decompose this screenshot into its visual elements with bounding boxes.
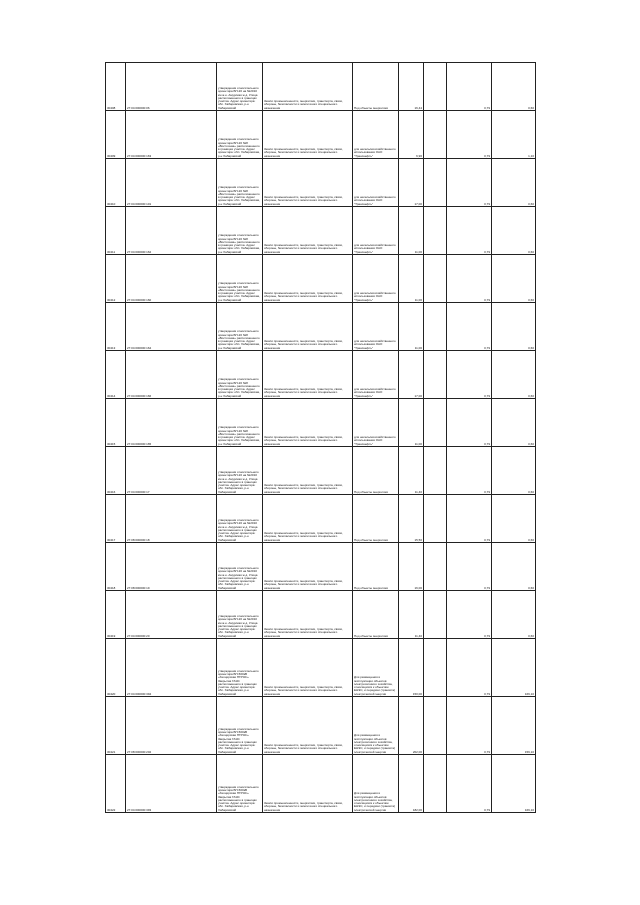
location-description-cell: утверждения относительного ориентира БП-20 на №2010 км ж.н. Амурская ж.д. Улица расположенного в границах участка. Адрес ориентира: обл. Хабаровская, р-н Хабаровский [217, 495, 263, 543]
table-row [106, 207, 536, 255]
land-category-cell: Земли промышленности, энергетики, транспорта, связи, обороны, безопасности и земли иного специального назначения [263, 207, 353, 255]
empty-cell [424, 303, 447, 351]
empty-cell [424, 639, 447, 697]
rate-cell: 0,79 [447, 543, 492, 591]
location-description-cell: утверждения относительного ориентира БП-500кВ «Хехцирская ПГРЭС» Закрытая ГАЭС расположенного в границах участка. Адрес ориентира: обл. Хабаровская, р-н Хабаровский [217, 755, 263, 813]
location-description-cell: утверждения относительного ориентира БП-20 на №2010 км ж.н. Амурская ж.д. Улица расположенного в границах участка. Адрес ориентира: обл. Хабаровская, р-н Хабаровский [217, 543, 263, 591]
rate-cell: 0,79 [447, 697, 492, 755]
table-row [106, 697, 536, 755]
area-cell: 15,50 [399, 495, 424, 543]
cadastral-number-cell: 27:08:000000:202 [126, 697, 217, 755]
empty-cell [424, 207, 447, 255]
empty-cell [424, 159, 447, 207]
empty-cell [424, 255, 447, 303]
value-cell: 0,60 [492, 303, 536, 351]
value-cell: 1,10 [492, 111, 536, 159]
area-cell: 11,00 [399, 303, 424, 351]
value-cell: 159,10 [492, 697, 536, 755]
area-cell: 16,00 [399, 543, 424, 591]
table-row [106, 591, 536, 639]
land-category-cell: Земли промышленности, энергетики, транспорта, связи, обороны, безопасности и земли иного специального назначения [263, 159, 353, 207]
land-plots-table [105, 62, 536, 813]
land-category-cell: Земли промышленности, энергетики, транспорта, связи, обороны, безопасности и земли иного специального назначения [263, 495, 353, 543]
permitted-use-cell: Под объекты энергетики [353, 591, 399, 639]
permitted-use-cell: Под объекты энергетики [353, 447, 399, 495]
location-description-cell: утверждения относительного ориентира БП-500кВ «Хехцирская ПГРЭС» Закрытая ГАЭС расположенного в границах участка. Адрес ориентира: обл. Хабаровская, р-н Хабаровский [217, 639, 263, 697]
land-category-cell: Земли промышленности, энергетики, транспорта, связи, обороны, безопасности и земли иного специального назначения [263, 447, 353, 495]
table-row [106, 255, 536, 303]
land-category-cell: Земли промышленности, энергетики, транспорта, связи, обороны, безопасности и земли иного специального назначения [263, 399, 353, 447]
table-row [106, 111, 536, 159]
location-description-cell: утверждения относительного ориентира БП-20 №8 «Восточная» расположенного в границах участка. Адрес ориентира: обл. Хабаровская, р-н Хабаровский [217, 399, 263, 447]
row-id-cell: 30414 [106, 351, 126, 399]
permitted-use-cell: для несельскохозяйственного использования ОАО "Транснефть" [353, 399, 399, 447]
empty-cell [424, 111, 447, 159]
row-id-cell: 30420 [106, 639, 126, 697]
area-cell: 11,00 [399, 399, 424, 447]
row-id-cell: 30416 [106, 447, 126, 495]
value-cell: 0,60 [492, 495, 536, 543]
area-cell: 202,00 [399, 697, 424, 755]
rate-cell: 0,79 [447, 495, 492, 543]
cadastral-number-cell: 27:04:000000:166 [126, 351, 217, 399]
cadastral-number-cell: 27:08:000000:19 [126, 543, 217, 591]
table-row [106, 399, 536, 447]
row-id-cell: 30422 [106, 755, 126, 813]
location-description-cell: утверждения относительного ориентира БП-20 №8 «Восточная» расположенного в границах участка. Адрес ориентира: обл. Хабаровская, р-н Хабаровский [217, 207, 263, 255]
row-id-cell: 30412 [106, 255, 126, 303]
land-category-cell: Земли промышленности, энергетики, транспорта, связи, обороны, безопасности и земли иного специального назначения [263, 303, 353, 351]
empty-cell [424, 755, 447, 813]
rate-cell: 0,79 [447, 303, 492, 351]
table-row [106, 495, 536, 543]
table-body [106, 63, 536, 813]
row-id-cell: 30408 [106, 63, 126, 111]
permitted-use-cell: для несельскохозяйственного использования ОАО "Транснефть" [353, 207, 399, 255]
value-cell: 0,60 [492, 447, 536, 495]
location-description-cell: утверждения относительного ориентира БП-20 №8 «Восточная» расположенного в границах участка. Адрес ориентира: обл. Хабаровская, р-н Хабаровский [217, 303, 263, 351]
area-cell: 11,40 [399, 447, 424, 495]
permitted-use-cell: для несельскохозяйственного использования ОАО "Транснефть" [353, 303, 399, 351]
permitted-use-cell: для несельскохозяйственного использования ОАО "Транснефть" [353, 351, 399, 399]
land-category-cell: Земли промышленности, энергетики, транспорта, связи, обороны, безопасности и земли иного специального назначения [263, 63, 353, 111]
value-cell: 0,60 [492, 591, 536, 639]
location-description-cell: утверждения относительного ориентира БП-20 №8 «Восточная» расположенного в границах участка. Адрес ориентира: обл. Хабаровская, р-н Хабаровский [217, 255, 263, 303]
rate-cell: 0,79 [447, 63, 492, 111]
location-description-cell: утверждения относительного ориентира БП-500кВ «Хехцирская ПГРЭС» Закрытая ГАЭС расположенного в границах участка. Адрес ориентира: обл. Хабаровская, р-н Хабаровский [217, 697, 263, 755]
table-row [106, 63, 536, 111]
row-id-cell: 30419 [106, 591, 126, 639]
land-category-cell: Земли промышленности, энергетики, транспорта, связи, обороны, безопасности и земли иного специального назначения [263, 543, 353, 591]
location-description-cell: утверждения относительного ориентира БП-20 на №2010 км ж.н. Амурская ж.д. Улица расположенного в границах участка. Адрес ориентира: обл. Хабаровская, р-н Хабаровский [217, 63, 263, 111]
location-description-cell: утверждения относительного ориентира БП-20 №8 «Восточная» расположенного в границах участка. Адрес ориентира: обл. Хабаровская, р-н Хабаровский [217, 159, 263, 207]
cadastral-number-cell: 27:04:000000:06 [126, 63, 217, 111]
land-category-cell: Земли промышленности, энергетики, транспорта, связи, обороны, безопасности и земли иного специального назначения [263, 111, 353, 159]
permitted-use-cell: Под объекты энергетики [353, 495, 399, 543]
rate-cell: 0,79 [447, 111, 492, 159]
value-cell: 0,60 [492, 159, 536, 207]
row-id-cell: 30411 [106, 207, 126, 255]
rate-cell: 0,79 [447, 207, 492, 255]
cadastral-number-cell: 27:04:000000:20 [126, 591, 217, 639]
cadastral-number-cell: 27:04:000000:17 [126, 447, 217, 495]
area-cell: 11,40 [399, 591, 424, 639]
value-cell: 169,10 [492, 755, 536, 813]
empty-cell [424, 591, 447, 639]
cadastral-number-cell: 27:08:000000:18 [126, 495, 217, 543]
row-id-cell: 30409 [106, 111, 126, 159]
table-row [106, 543, 536, 591]
value-cell: 0,60 [492, 399, 536, 447]
location-description-cell: утверждения относительного ориентира БП-20 на №2010 км ж.н. Амурская ж.д. Улица расположенного в границах участка. Адрес ориентира: обл. Хабаровская, р-н Хабаровский [217, 447, 263, 495]
permitted-use-cell: Для размещения и эксплуатации объектов электросетевого хозяйства, относящихся к объектам ЕНЭС, и передачи (транзита) электрической энергии [353, 697, 399, 755]
area-cell: 17,00 [399, 159, 424, 207]
row-id-cell: 30415 [106, 399, 126, 447]
value-cell: 169,10 [492, 639, 536, 697]
permitted-use-cell: Под объекты энергетики [353, 63, 399, 111]
land-category-cell: Земли промышленности, энергетики, транспорта, связи, обороны, безопасности и земли иного специального назначения [263, 755, 353, 813]
rate-cell: 0,79 [447, 639, 492, 697]
empty-cell [424, 697, 447, 755]
rate-cell: 0,79 [447, 159, 492, 207]
land-category-cell: Земли промышленности, энергетики, транспорта, связи, обороны, безопасности и земли иного специального назначения [263, 351, 353, 399]
cadastral-number-cell: 27:04:000000:164 [126, 303, 217, 351]
permitted-use-cell: Для размещения и эксплуатации объектов электросетевого хозяйства, относящихся к объектам ЕНЭС, и передачи (транзита) электрической энергии [353, 639, 399, 697]
location-description-cell: утверждения относительного ориентира БП-20 №8 «Восточная» расположенного в границах участка. Адрес ориентира: обл. Хабаровская, р-н Хабаровский [217, 351, 263, 399]
empty-cell [424, 447, 447, 495]
empty-cell [424, 351, 447, 399]
value-cell: 0,60 [492, 63, 536, 111]
permitted-use-cell: для несельскохозяйственного использования ОАО "Транснефть" [353, 111, 399, 159]
row-id-cell: 30410 [106, 159, 126, 207]
table-row [106, 159, 536, 207]
area-cell: 182,00 [399, 755, 424, 813]
rate-cell: 0,79 [447, 591, 492, 639]
area-cell: 17,00 [399, 351, 424, 399]
cadastral-number-cell: 27:04:000000:160 [126, 255, 217, 303]
rate-cell: 0,79 [447, 255, 492, 303]
table-row [106, 447, 536, 495]
cadastral-number-cell: 27:04:000000:163 [126, 111, 217, 159]
empty-cell [424, 495, 447, 543]
table-row [106, 755, 536, 813]
cadastral-number-cell: 27:04:000000:165 [126, 399, 217, 447]
area-cell: 11,00 [399, 255, 424, 303]
permitted-use-cell: Для размещения и эксплуатации объектов электросетевого хозяйства, относящихся к объектам ЕНЭС, и передачи (транзита) электрической энергии [353, 755, 399, 813]
row-id-cell: 30418 [106, 543, 126, 591]
area-cell: 16,44 [399, 63, 424, 111]
permitted-use-cell: для несельскохозяйственного использования ОАО "Транснефть" [353, 255, 399, 303]
area-cell: 6,96 [399, 111, 424, 159]
value-cell: 0,60 [492, 543, 536, 591]
land-category-cell: Земли промышленности, энергетики, транспорта, связи, обороны, безопасности и земли иного специального назначения [263, 697, 353, 755]
table-row [106, 303, 536, 351]
permitted-use-cell: Под объекты энергетики [353, 543, 399, 591]
land-category-cell: Земли промышленности, энергетики, транспорта, связи, обороны, безопасности и земли иного специального назначения [263, 255, 353, 303]
value-cell: 0,60 [492, 255, 536, 303]
land-category-cell: Земли промышленности, энергетики, транспорта, связи, обороны, безопасности и земли иного специального назначения [263, 591, 353, 639]
location-description-cell: утверждения относительного ориентира БП-20 на №2010 км ж.н. Амурская ж.д. Улица расположенного в границах участка. Адрес ориентира: обл. Хабаровская, р-н Хабаровский [217, 591, 263, 639]
rate-cell: 0,79 [447, 755, 492, 813]
table-row [106, 351, 536, 399]
cadastral-number-cell: 27:04:000000:393 [126, 755, 217, 813]
value-cell: 0,60 [492, 207, 536, 255]
empty-cell [424, 63, 447, 111]
value-cell: 0,60 [492, 351, 536, 399]
area-cell: 150,00 [399, 639, 424, 697]
row-id-cell: 30417 [106, 495, 126, 543]
empty-cell [424, 399, 447, 447]
document-sheet [105, 62, 535, 847]
cadastral-number-cell: 27:04:000000:101 [126, 159, 217, 207]
empty-cell [424, 543, 447, 591]
rate-cell: 0,79 [447, 447, 492, 495]
location-description-cell: утверждения относительного ориентира БП-20 №8 «Восточная» расположенного в границах участка. Адрес ориентира: обл. Хабаровская, р-н Хабаровский [217, 111, 263, 159]
land-category-cell: Земли промышленности, энергетики, транспорта, связи, обороны, безопасности и земли иного специального назначения [263, 639, 353, 697]
area-cell: 11,00 [399, 207, 424, 255]
rate-cell: 0,79 [447, 399, 492, 447]
permitted-use-cell: для несельскохозяйственного использования ОАО "Транснефть" [353, 159, 399, 207]
rate-cell: 0,79 [447, 351, 492, 399]
cadastral-number-cell: 27:04:000000:162 [126, 207, 217, 255]
table-row [106, 639, 536, 697]
row-id-cell: 30413 [106, 303, 126, 351]
row-id-cell: 30421 [106, 697, 126, 755]
cadastral-number-cell: 27:04:000000:394 [126, 639, 217, 697]
